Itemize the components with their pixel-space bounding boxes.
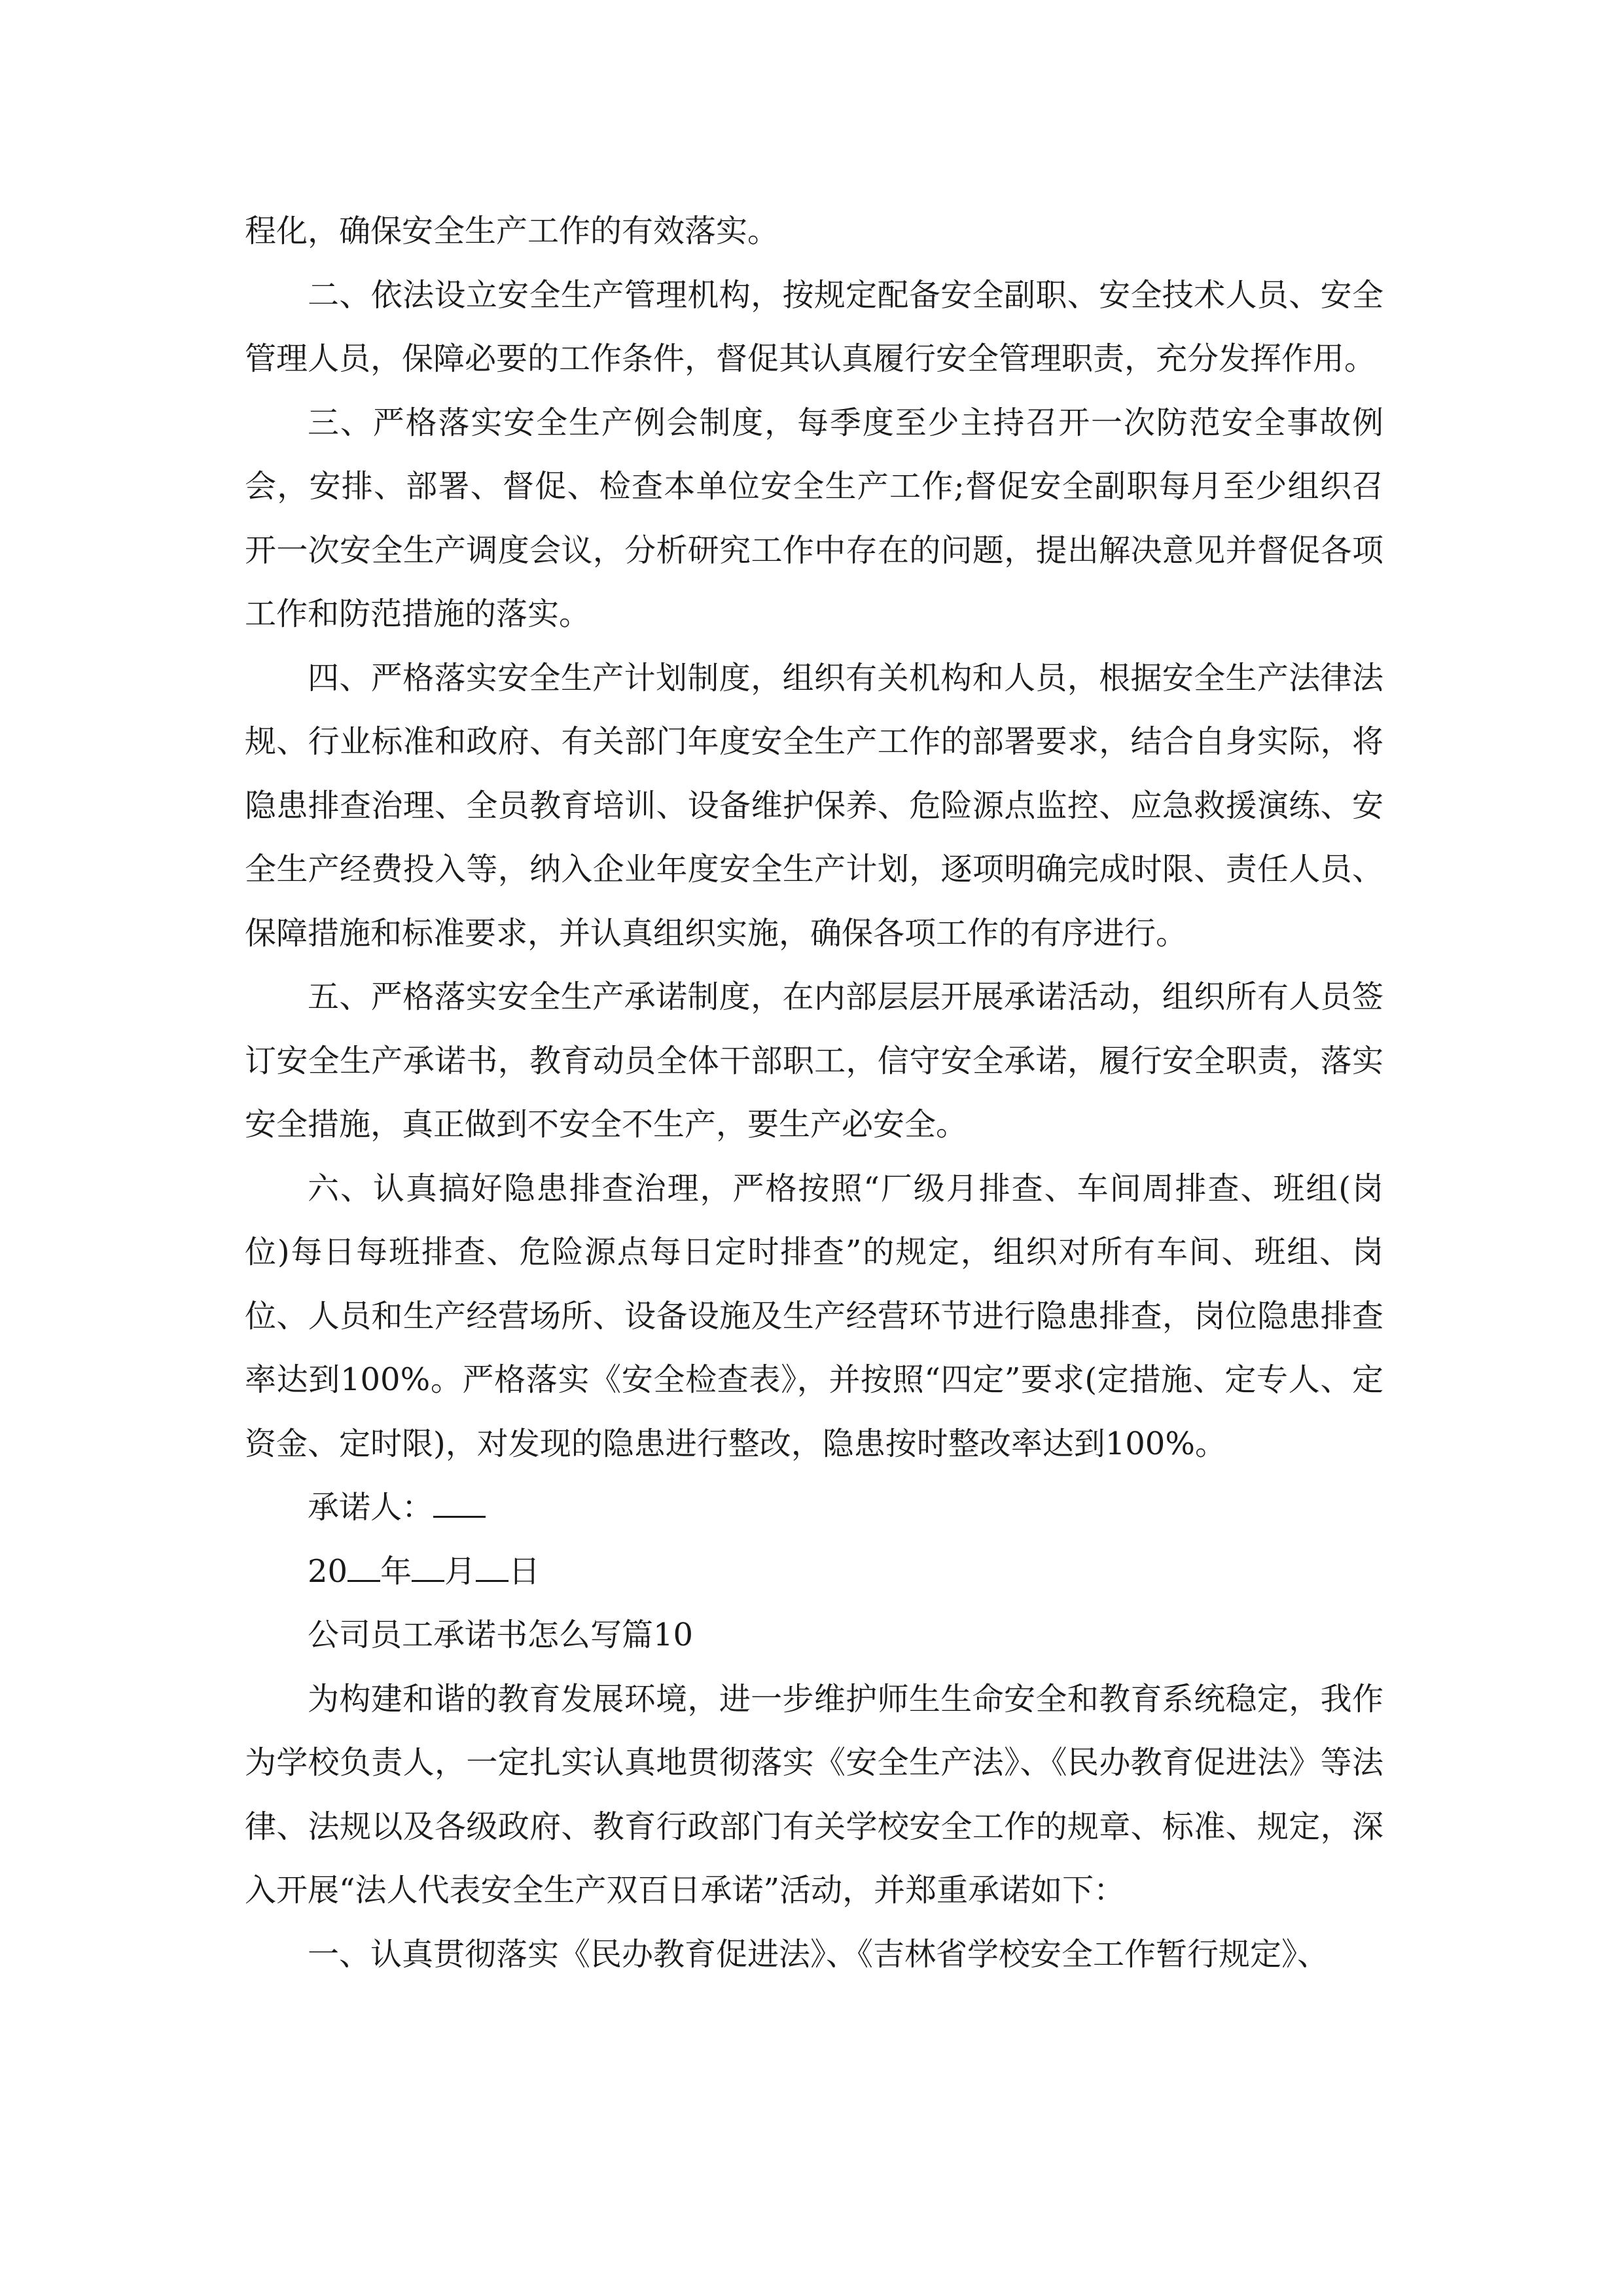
section-item-1: 一、认真贯彻落实《民办教育促进法》、《吉林省学校安全工作暂行规定》、: [308, 1935, 1329, 1973]
date-line: [245, 1540, 1383, 1604]
date-year-label: 年: [380, 1552, 412, 1590]
paragraph-item-6: 六、认真搞好隐患排查治理，严格按照“厂级月排查、车间周排查、班组(岗位)每日每班排查、危险源点每日定时排查”的规定，组织对所有车间、班组、岗位、人员和生产经营场所、设备设施及生产经营环节进行隐患排查，岗位隐患排查率达到100%。严格落实《安全检查表》，并按照“四定”要求(定措施、定专人、定资金、定时限)，对发现的隐患进行整改，隐患按时整改率达到100%。: [245, 1170, 1383, 1462]
signature-label: 承诺人：: [308, 1489, 434, 1526]
date-year-blank: [348, 1551, 380, 1581]
date-day-label: 日: [508, 1552, 541, 1590]
signature-blank: [433, 1488, 486, 1518]
date-month-label: 月: [444, 1552, 476, 1590]
paragraph-item-2: 二、依法设立安全生产管理机构，按规定配备安全副职、安全技术人员、安全管理人员，保障必要的工作条件，督促其认真履行安全管理职责，充分发挥作用。: [245, 276, 1383, 377]
section-intro-paragraph: 为构建和谐的教育发展环境，进一步维护师生生命安全和教育系统稳定，我作为学校负责人，一定扎实认真地贯彻落实《安全生产法》、《民办教育促进法》等法律、法规以及各级政府、教育行政部门有关学校安全工作的规章、标准、规定，深入开展“法人代表安全生产双百日承诺”活动，并郑重承诺如下：: [245, 1680, 1383, 1909]
date-month-blank: [412, 1551, 444, 1581]
date-year-prefix: 20: [308, 1552, 348, 1590]
signature-line: [245, 1476, 1383, 1540]
paragraph-continuation: 程化，确保安全生产工作的有效落实。: [245, 213, 779, 249]
paragraph-item-5: 五、严格落实安全生产承诺制度，在内部层层开展承诺活动，组织所有人员签订安全生产承诺书，教育动员全体干部职工，信守安全承诺，履行安全职责，落实安全措施，真正做到不安全不生产，要生产必安全。: [245, 978, 1383, 1143]
document-body: [245, 200, 1383, 1986]
date-day-blank: [476, 1551, 508, 1581]
paragraph-item-3: 三、严格落实安全生产例会制度，每季度至少主持召开一次防范安全事故例会，安排、部署、督促、检查本单位安全生产工作;督促安全副职每月至少组织召开一次安全生产调度会议，分析研究工作中存在的问题，提出解决意见并督促各项工作和防范措施的落实。: [245, 404, 1383, 632]
section-title: 公司员工承诺书怎么写篇10: [308, 1617, 694, 1653]
paragraph-item-4: 四、严格落实安全生产计划制度，组织有关机构和人员，根据安全生产法律法规、行业标准和政府、有关部门年度安全生产工作的部署要求，结合自身实际，将隐患排查治理、全员教育培训、设备维护保养、危险源点监控、应急救援演练、安全生产经费投入等，纳入企业年度安全生产计划，逐项明确完成时限、责任人员、保障措施和标准要求，并认真组织实施，确保各项工作的有序进行。: [245, 659, 1383, 952]
